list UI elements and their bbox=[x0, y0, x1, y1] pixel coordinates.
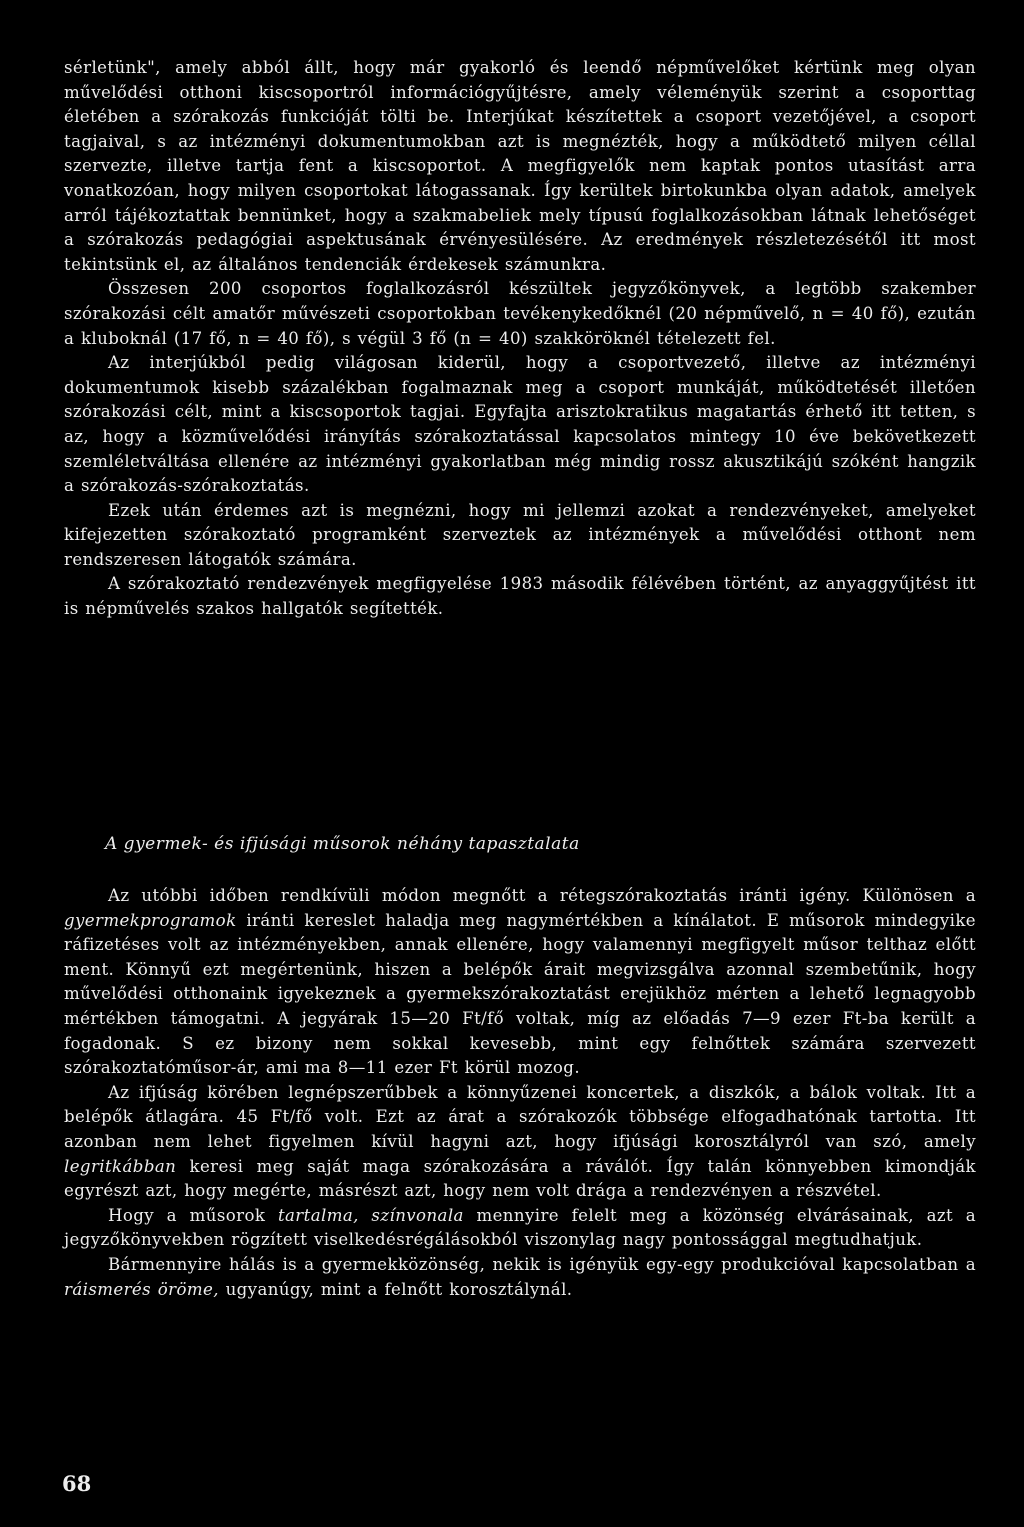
text-run: Az utóbbi időben rendkívüli módon megnőtt a rétegszórakoztatás iránti igény. Különösen a bbox=[108, 886, 976, 905]
text-run: ugyanúgy, mint a felnőtt korosztálynál. bbox=[218, 1279, 573, 1299]
paragraph: sérletünk", amely abból állt, hogy már gyakorló és leendő népművelőket kértünk meg olyan művelődési otthoni kiscsoportról információgyűjtésre, amely véleményük szerint a csoporttag életében a szórakozás funkcióját tölti be. Interjúkat készítettek a csoport vezetőjével, a csoport tagjaival, s az intézményi dokumentumokban azt is megnézték, hogy a működtető milyen céllal szervezte, illetve tartja fent a kiscsoportot. A megfigyelők nem kaptak pontos utasítást arra vonatkozóan, hogy milyen csoportokat látogassanak. Így kerültek birtokunkba olyan adatok, amelyek arról tájékoztattak bennünket, hogy a szakmabeliek mely típusú foglalkozásokban látnak lehetőséget a szórakozás pedagógiai aspektusának érvényesülésére. Az eredmények részletezésétől itt most tekintsünk el, az általános tendenciák érdekesek számunkra. bbox=[64, 58, 976, 274]
emphasis-text: tartalma, színvonala bbox=[277, 1205, 464, 1225]
paragraph bbox=[64, 1081, 976, 1204]
text-run: keresi meg saját maga szórakozására a ráválót. Így talán könnyebben kimondják egyrészt azt, hogy megérte, másrészt azt, hogy nem volt drága a rendezvényen a részvétel. bbox=[64, 1156, 976, 1201]
paragraph bbox=[64, 884, 976, 1081]
body-text-bottom bbox=[64, 884, 976, 1302]
paragraph bbox=[64, 1204, 976, 1253]
body-text-top bbox=[64, 56, 976, 622]
emphasis-text: gyermekprogramok bbox=[64, 910, 237, 930]
page-number: 68 bbox=[62, 1471, 92, 1496]
paragraph bbox=[64, 1253, 976, 1302]
emphasis-text: ráismerés öröme, bbox=[64, 1279, 219, 1299]
paragraph: Az interjúkból pedig világosan kiderül, hogy a csoportvezető, illetve az intézményi dokumentumok kisebb százalékban fogalmaznak meg a csoport munkáját, működtetését illetően szórakozási célt, mint a kiscsoportok tagjai. Egyfajta arisztokratikus magatartás érhető itt tetten, s az, hogy a közművelődési irányítás szórakoztatással kapcsolatos mintegy 10 éve bekövetkezett szemléletváltása ellenére az intézményi gyakorlatban még mindig rossz akusztikájú szóként hangzik a szórakozás-szórakoztatás. bbox=[64, 353, 976, 496]
emphasis-text: legritkábban bbox=[64, 1156, 177, 1176]
text-run: Az ifjúság körében legnépszerűbbek a könnyűzenei koncertek, a diszkók, a bálok voltak. Itt a belépők átlagára. 45 Ft/fő volt. Ezt az árat a szórakozók többsége elfogadhatónak tartotta. Itt azonban nem lehet figyelmen kívül hagyni azt, hogy ifjúsági korosztályról van szó, amely bbox=[64, 1082, 976, 1151]
text-run: Bármennyire hálás is a gyermekközönség, nekik is igényük egy-egy produkcióval kapcsolatban a bbox=[108, 1254, 976, 1274]
paragraph: Összesen 200 csoportos foglalkozásról készültek jegyzőkönyvek, a legtöbb szakember szórakozási célt amatőr művészeti csoportokban tevékenykedőknél (20 népművelő, n = 40 fő), ezután a kluboknál (17 fő, n = 40 fő), s végül 3 fő (n = 40) szakköröknél tételezett fel. bbox=[64, 279, 976, 348]
paragraph: A szórakoztató rendezvények megfigyelése 1983 második félévében történt, az anyaggyűjtést itt is népművelés szakos hallgatók segítették. bbox=[64, 574, 976, 619]
paragraph: Ezek után érdemes azt is megnézni, hogy mi jellemzi azokat a rendezvényeket, amelyeket kifejezetten szórakoztató programként szerveztek az intézmények a művelődési otthont nem rendszeresen látogatók számára. bbox=[64, 500, 976, 569]
text-run: mennyire felelt meg a közönség elvárásainak, azt a jegyzőkönyvekben rögzített viselkedésrégálásokból viszonylag nagy pontossággal megtudhatjuk. bbox=[64, 1205, 976, 1250]
text-run: iránti kereslet haladja meg nagymértékben a kínálatot. E műsorok mindegyike ráfizetéses volt az intézményekben, annak ellenére, hogy valamennyi megfigyelt műsor telthaz előtt ment. Könnyű ezt megértenünk, hiszen a belépők árait megvizsgálva azonnal szembetűnik, hogy művelődési otthonaink igyekeznek a gyermekszórakoztatást erejükhöz mérten a lehető legnagyobb mértékben támogatni. A jegyárak 15—20 Ft/fő voltak, míg az előadás 7—9 ezer Ft-ba került a fogadonak. S ez bizony nem sokkal kevesebb, mint egy felnőttek számára szervezett szórakoztatóműsor-ár, ami ma 8—11 ezer Ft körül mozog. bbox=[64, 910, 976, 1078]
section-heading: A gyermek- és ifjúsági műsorok néhány tapasztalata bbox=[105, 834, 580, 854]
text-run: Hogy a műsorok bbox=[108, 1205, 278, 1225]
